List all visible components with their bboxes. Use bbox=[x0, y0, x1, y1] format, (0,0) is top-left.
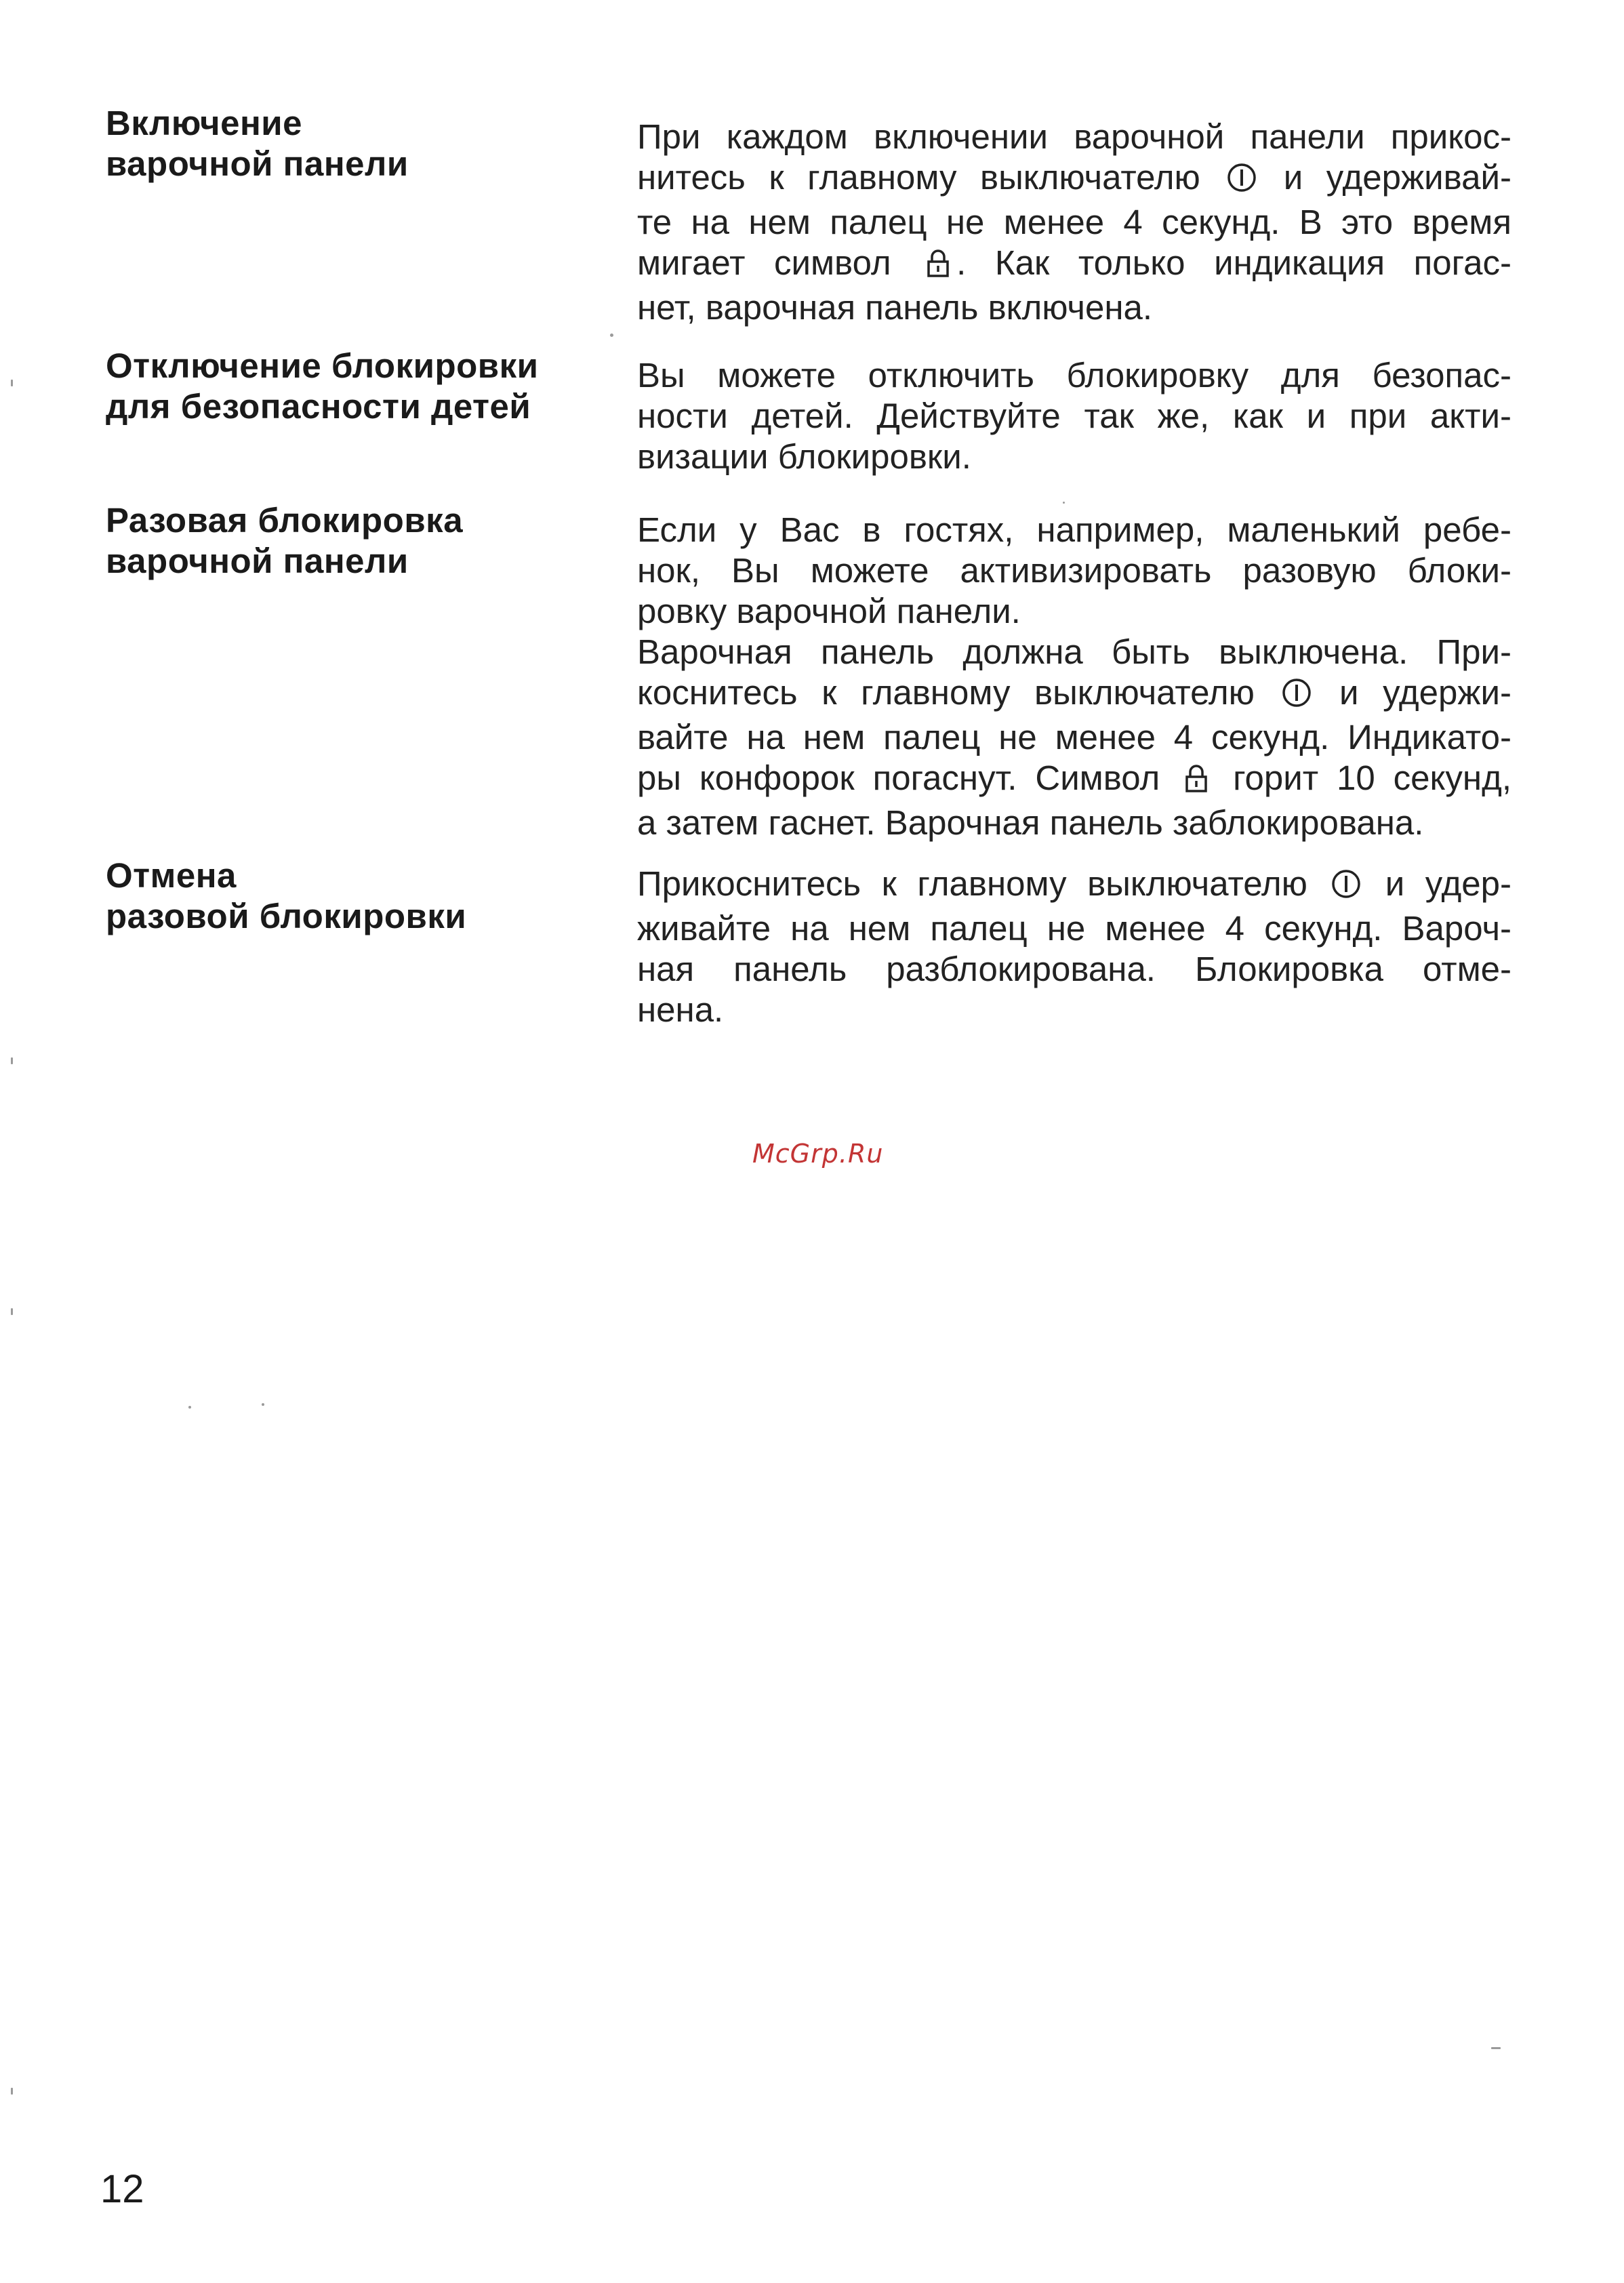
body-line: Если у Вас в гостях, например, маленький ребе- bbox=[637, 510, 1511, 549]
scan-speck bbox=[11, 380, 13, 386]
scan-speck bbox=[11, 2088, 13, 2095]
scan-speck bbox=[1491, 2047, 1501, 2049]
power-switch-icon bbox=[1331, 868, 1362, 908]
body-line: коснитесь к главному выключателю и удержи- bbox=[637, 672, 1511, 717]
heading-line: Включение bbox=[106, 104, 302, 142]
body-line: ры конфорок погаснут. Символ горит 10 секунд, bbox=[637, 758, 1511, 803]
scan-speck bbox=[188, 1406, 191, 1409]
body-line: Прикоснитесь к главному выключателю и удер- bbox=[637, 864, 1511, 908]
lock-icon bbox=[922, 247, 954, 287]
section-body bbox=[637, 510, 1511, 843]
section-body bbox=[637, 355, 1511, 477]
body-line: Варочная панель должна быть выключена. При- bbox=[637, 632, 1511, 671]
power-switch-icon bbox=[1281, 676, 1312, 717]
section-heading bbox=[106, 346, 621, 427]
body-line: ная панель разблокирована. Блокировка отме- bbox=[637, 950, 1511, 988]
section-heading bbox=[106, 500, 621, 582]
heading-line: разовой блокировки bbox=[106, 897, 467, 935]
scan-speck bbox=[262, 1403, 264, 1406]
body-line: ности детей. Действуйте так же, как и при акти- bbox=[637, 397, 1511, 435]
lock-icon bbox=[1181, 762, 1212, 803]
body-line: нитесь к главному выключателю и удерживай- bbox=[637, 157, 1511, 202]
heading-line: варочной панели bbox=[106, 542, 409, 580]
body-line: вайте на нем палец не менее 4 секунд. Индикато- bbox=[637, 718, 1511, 756]
section-body bbox=[637, 117, 1511, 328]
scan-speck bbox=[610, 334, 613, 337]
body-line: нок, Вы можете активизировать разовую блоки- bbox=[637, 551, 1511, 590]
body-line: визации блокировки. bbox=[637, 437, 971, 476]
section-body bbox=[637, 864, 1511, 1030]
body-line: а затем гаснет. Варочная панель заблокирована. bbox=[637, 803, 1424, 842]
body-line: нена. bbox=[637, 990, 724, 1029]
body-line: ровку варочной панели. bbox=[637, 592, 1021, 630]
section-heading bbox=[106, 103, 621, 184]
scan-speck bbox=[1063, 502, 1065, 504]
body-line: Вы можете отключить блокировку для безопас- bbox=[637, 356, 1511, 395]
body-line: мигает символ . Как только индикация погас- bbox=[637, 243, 1511, 287]
watermark: McGrp.Ru bbox=[752, 1139, 884, 1169]
heading-line: варочной панели bbox=[106, 144, 409, 183]
body-line: живайте на нем палец не менее 4 секунд. Вароч- bbox=[637, 909, 1511, 948]
scan-speck bbox=[11, 1057, 13, 1064]
heading-line: Отмена bbox=[106, 856, 237, 895]
power-switch-icon bbox=[1226, 161, 1257, 202]
heading-line: Разовая блокировка bbox=[106, 501, 464, 540]
heading-line: для безопасности детей bbox=[106, 387, 531, 426]
section-heading bbox=[106, 855, 621, 937]
scan-speck bbox=[11, 1308, 13, 1315]
body-line: При каждом включении варочной панели прикос- bbox=[637, 117, 1511, 156]
heading-line: Отключение блокировки bbox=[106, 346, 539, 385]
body-line: нет, варочная панель включена. bbox=[637, 288, 1153, 327]
body-line: те на нем палец не менее 4 секунд. В это время bbox=[637, 203, 1511, 241]
page-number: 12 bbox=[100, 2167, 144, 2211]
